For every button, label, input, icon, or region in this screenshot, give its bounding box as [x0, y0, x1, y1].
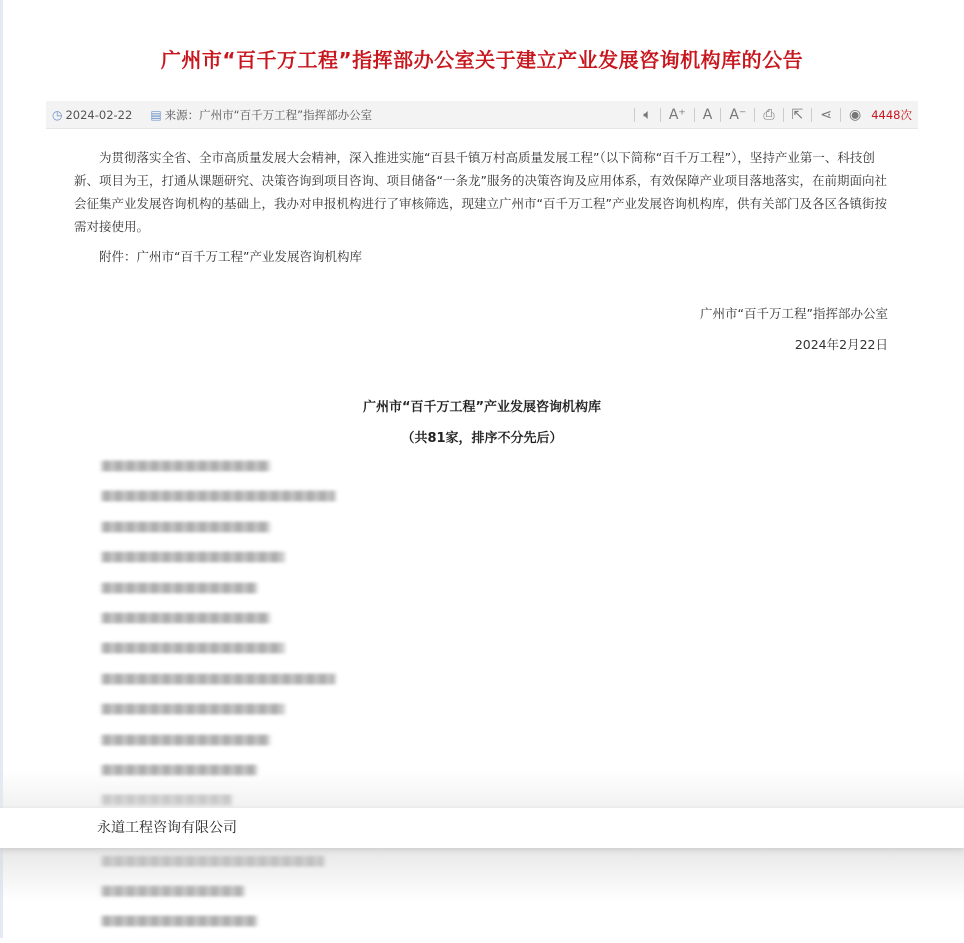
font-decrease-icon[interactable]: A⁻ — [720, 108, 754, 122]
signature: 广州市“百千万工程”指挥部办公室 — [700, 306, 888, 321]
speaker-icon[interactable]: 🔈︎ — [634, 108, 659, 122]
list-item-blurred — [102, 673, 335, 684]
list-item-blurred — [102, 552, 284, 563]
list-item-blurred — [102, 643, 284, 654]
list-item-blurred — [102, 704, 284, 715]
list-item-blurred — [102, 916, 257, 927]
list-item-blurred — [102, 855, 324, 866]
font-reset-icon[interactable]: A — [694, 108, 721, 122]
article-title: 广州市“百千万工程”指挥部办公室关于建立产业发展咨询机构库的公告 — [160, 48, 804, 72]
clock-icon: ◷ — [52, 107, 63, 122]
list-item-blurred — [102, 521, 270, 532]
eye-icon: ◉ — [840, 108, 869, 122]
list-item-blurred — [102, 886, 244, 897]
list-item-blurred — [102, 491, 335, 502]
list-item-blurred — [102, 582, 257, 593]
sign-date: 2024年2月22日 — [794, 337, 888, 352]
font-increase-icon[interactable]: A⁺ — [660, 108, 694, 122]
article-body — [74, 146, 890, 268]
list-title: 广州市“百千万工程”产业发展咨询机构库 — [362, 400, 602, 415]
institution-list — [102, 457, 335, 943]
meta-bar — [46, 101, 918, 129]
list-item-blurred — [102, 734, 270, 745]
source: 来源：广州市“百千万工程”指挥部办公室 — [164, 107, 373, 122]
document-icon: ▤ — [150, 107, 162, 122]
view-count: 4448次 — [871, 107, 912, 122]
highlighted-list-item: 永道工程咨询有限公司 — [0, 808, 964, 848]
share-icon[interactable]: ⋖ — [811, 108, 840, 122]
list-item-blurred — [102, 461, 270, 472]
attachment-link[interactable]: 附件：广州市“百千万工程”产业发展咨询机构库 — [99, 249, 362, 264]
share-out-icon[interactable]: ⇱ — [783, 108, 812, 122]
print-icon[interactable]: ⎙ — [754, 108, 782, 122]
shade-top — [0, 770, 964, 808]
toolbar — [634, 107, 912, 123]
body-paragraph: 为贯彻落实全省、全市高质量发展大会精神，深入推进实施“百县千镇万村高质量发展工程”（以下简称“百千万工程”），坚持产业第一、科技创新、项目为王，打通从课题研究、决策咨询到项目咨询、项目储备“一条龙”服务的决策咨询及应用体系，有效保障产业项目落地落实，在前期面向社会征集产业发展咨询机构的基础上，我办对申报机构进行了审核筛选，现建立广州市“百千万工程”产业发展咨询机构库，供有关部门及各区各镇街按需对接使用。 — [74, 150, 887, 234]
list-subtitle: （共81家，排序不分先后） — [401, 431, 563, 446]
list-item-blurred — [102, 613, 270, 624]
publish-date: 2024-02-22 — [65, 107, 133, 122]
